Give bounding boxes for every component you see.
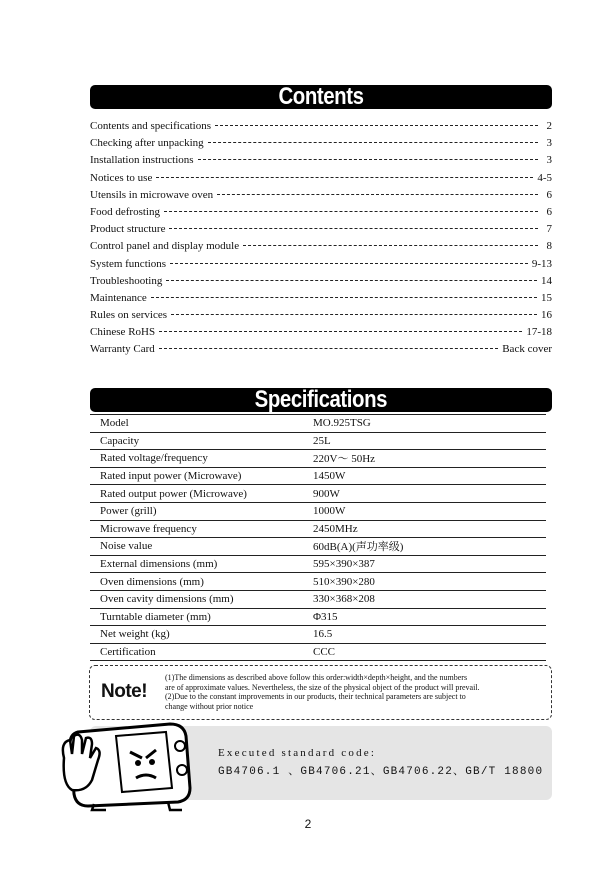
table-row (90, 608, 546, 626)
toc-leader (217, 194, 538, 195)
table-row (90, 590, 546, 608)
spec-label: Model (90, 415, 300, 433)
toc-row (90, 256, 552, 273)
toc-page: Back cover (502, 343, 552, 356)
table-row (90, 626, 546, 644)
toc-title: Product structure (90, 223, 166, 236)
toc-row (90, 170, 552, 187)
spec-value: MO.925TSG (300, 415, 546, 433)
toc-row (90, 118, 552, 135)
spec-value: Φ315 (300, 608, 546, 626)
toc-leader (170, 263, 528, 264)
toc-page: 17-18 (526, 326, 552, 339)
toc-leader (151, 297, 537, 298)
spec-label: Oven dimensions (mm) (90, 573, 300, 591)
spec-value: 25L (300, 432, 546, 450)
toc-page: 9-13 (531, 257, 552, 270)
toc-page: 6 (546, 188, 552, 201)
toc-leader (171, 314, 537, 315)
table-row (90, 415, 546, 433)
note-line: are of approximate values. Nevertheless, the size of the physical object of the product will prevail. (165, 682, 480, 692)
spec-value: 330×368×208 (300, 590, 546, 608)
page-number: 2 (304, 817, 312, 831)
spec-value: 1000W (300, 502, 546, 520)
toc-title: Utensils in microwave oven (90, 188, 214, 201)
spec-label: Capacity (90, 432, 300, 450)
toc-title: Notices to use (90, 171, 153, 184)
toc-row (90, 324, 552, 341)
toc-page: 6 (546, 205, 552, 218)
note-text (165, 673, 550, 711)
spec-value: 595×390×387 (300, 555, 546, 573)
spec-label: External dimensions (mm) (90, 555, 300, 573)
toc-leader (243, 245, 538, 246)
toc-page: 7 (546, 223, 552, 236)
toc-page: 3 (546, 154, 552, 167)
table-row (90, 643, 546, 661)
spec-label: Noise value (90, 538, 300, 556)
note-line: (2)Due to the constant improvements in our products, their technical parameters are subject to (165, 692, 466, 701)
toc-leader (156, 177, 533, 178)
spec-label: Turntable diameter (mm) (90, 608, 300, 626)
toc-row (90, 204, 552, 221)
table-row (90, 573, 546, 591)
table-row (90, 450, 546, 468)
note-line: change without prior notice (165, 701, 254, 711)
note-label: Note! (101, 681, 148, 702)
spec-label: Rated voltage/frequency (90, 450, 300, 468)
toc-title: Troubleshooting (90, 274, 163, 287)
toc-leader (164, 211, 538, 212)
toc-title: Food defrosting (90, 205, 160, 218)
toc-page: 15 (541, 291, 552, 304)
standards-title: Executed standard code: (218, 747, 377, 759)
toc-leader (215, 125, 538, 126)
table-row (90, 502, 546, 520)
spec-value: 220V～ 50Hz (300, 450, 546, 468)
note-box (89, 665, 552, 720)
toc-page: 3 (546, 137, 552, 150)
toc-title: Chinese RoHS (90, 326, 156, 339)
microwave-mascot-icon (58, 718, 208, 813)
toc-page: 14 (541, 274, 552, 287)
toc-row (90, 187, 552, 204)
toc-row (90, 221, 552, 238)
toc-row (90, 152, 552, 169)
specifications-heading: Specifications (90, 388, 552, 412)
toc-leader (198, 159, 538, 160)
toc-row (90, 135, 552, 152)
toc-title: Contents and specifications (90, 120, 211, 132)
toc-page: 16 (541, 309, 552, 322)
toc-leader (166, 280, 537, 281)
table-row (90, 555, 546, 573)
table-row (90, 520, 546, 538)
standards-codes: GB4706.1 、GB4706.21、GB4706.22、GB/T 18800 (218, 766, 544, 778)
spec-value: 510×390×280 (300, 573, 546, 591)
spec-value: 16.5 (300, 626, 546, 644)
spec-value: 60dB(A)(声功率级) (300, 538, 546, 556)
spec-value: 2450MHz (300, 520, 546, 538)
spec-label: Oven cavity dimensions (mm) (90, 590, 300, 608)
toc-title: System functions (90, 257, 167, 270)
spec-label: Rated output power (Microwave) (90, 485, 300, 503)
toc-row (90, 273, 552, 290)
specifications-table (90, 414, 546, 661)
table-row (90, 432, 546, 450)
table-of-contents (90, 118, 552, 359)
toc-row (90, 238, 552, 255)
toc-title: Warranty Card (90, 343, 155, 356)
note-line: (1)The dimensions as described above follow this order:width×depth×height, and the numbers (165, 673, 468, 682)
spec-label: Microwave frequency (90, 520, 300, 538)
contents-heading: Contents (90, 85, 552, 109)
toc-page: 4-5 (537, 171, 552, 184)
spec-label: Power (grill) (90, 502, 300, 520)
table-row (90, 467, 546, 485)
toc-page: 8 (546, 240, 552, 253)
toc-page: 2 (546, 120, 552, 132)
table-row (90, 485, 546, 503)
toc-leader (169, 228, 538, 229)
toc-row (90, 290, 552, 307)
toc-title: Checking after unpacking (90, 137, 204, 150)
toc-leader (208, 142, 538, 143)
spec-value: CCC (300, 643, 546, 661)
toc-row (90, 307, 552, 324)
toc-row (90, 341, 552, 358)
toc-leader (159, 348, 498, 349)
spec-value: 1450W (300, 467, 546, 485)
spec-label: Certification (90, 643, 300, 661)
toc-title: Control panel and display module (90, 240, 240, 253)
table-row (90, 538, 546, 556)
spec-label: Net weight (kg) (90, 626, 300, 644)
toc-title: Maintenance (90, 291, 147, 304)
toc-leader (159, 331, 522, 332)
spec-value: 900W (300, 485, 546, 503)
toc-title: Rules on services (90, 309, 167, 322)
toc-title: Installation instructions (90, 154, 194, 167)
spec-label: Rated input power (Microwave) (90, 467, 300, 485)
